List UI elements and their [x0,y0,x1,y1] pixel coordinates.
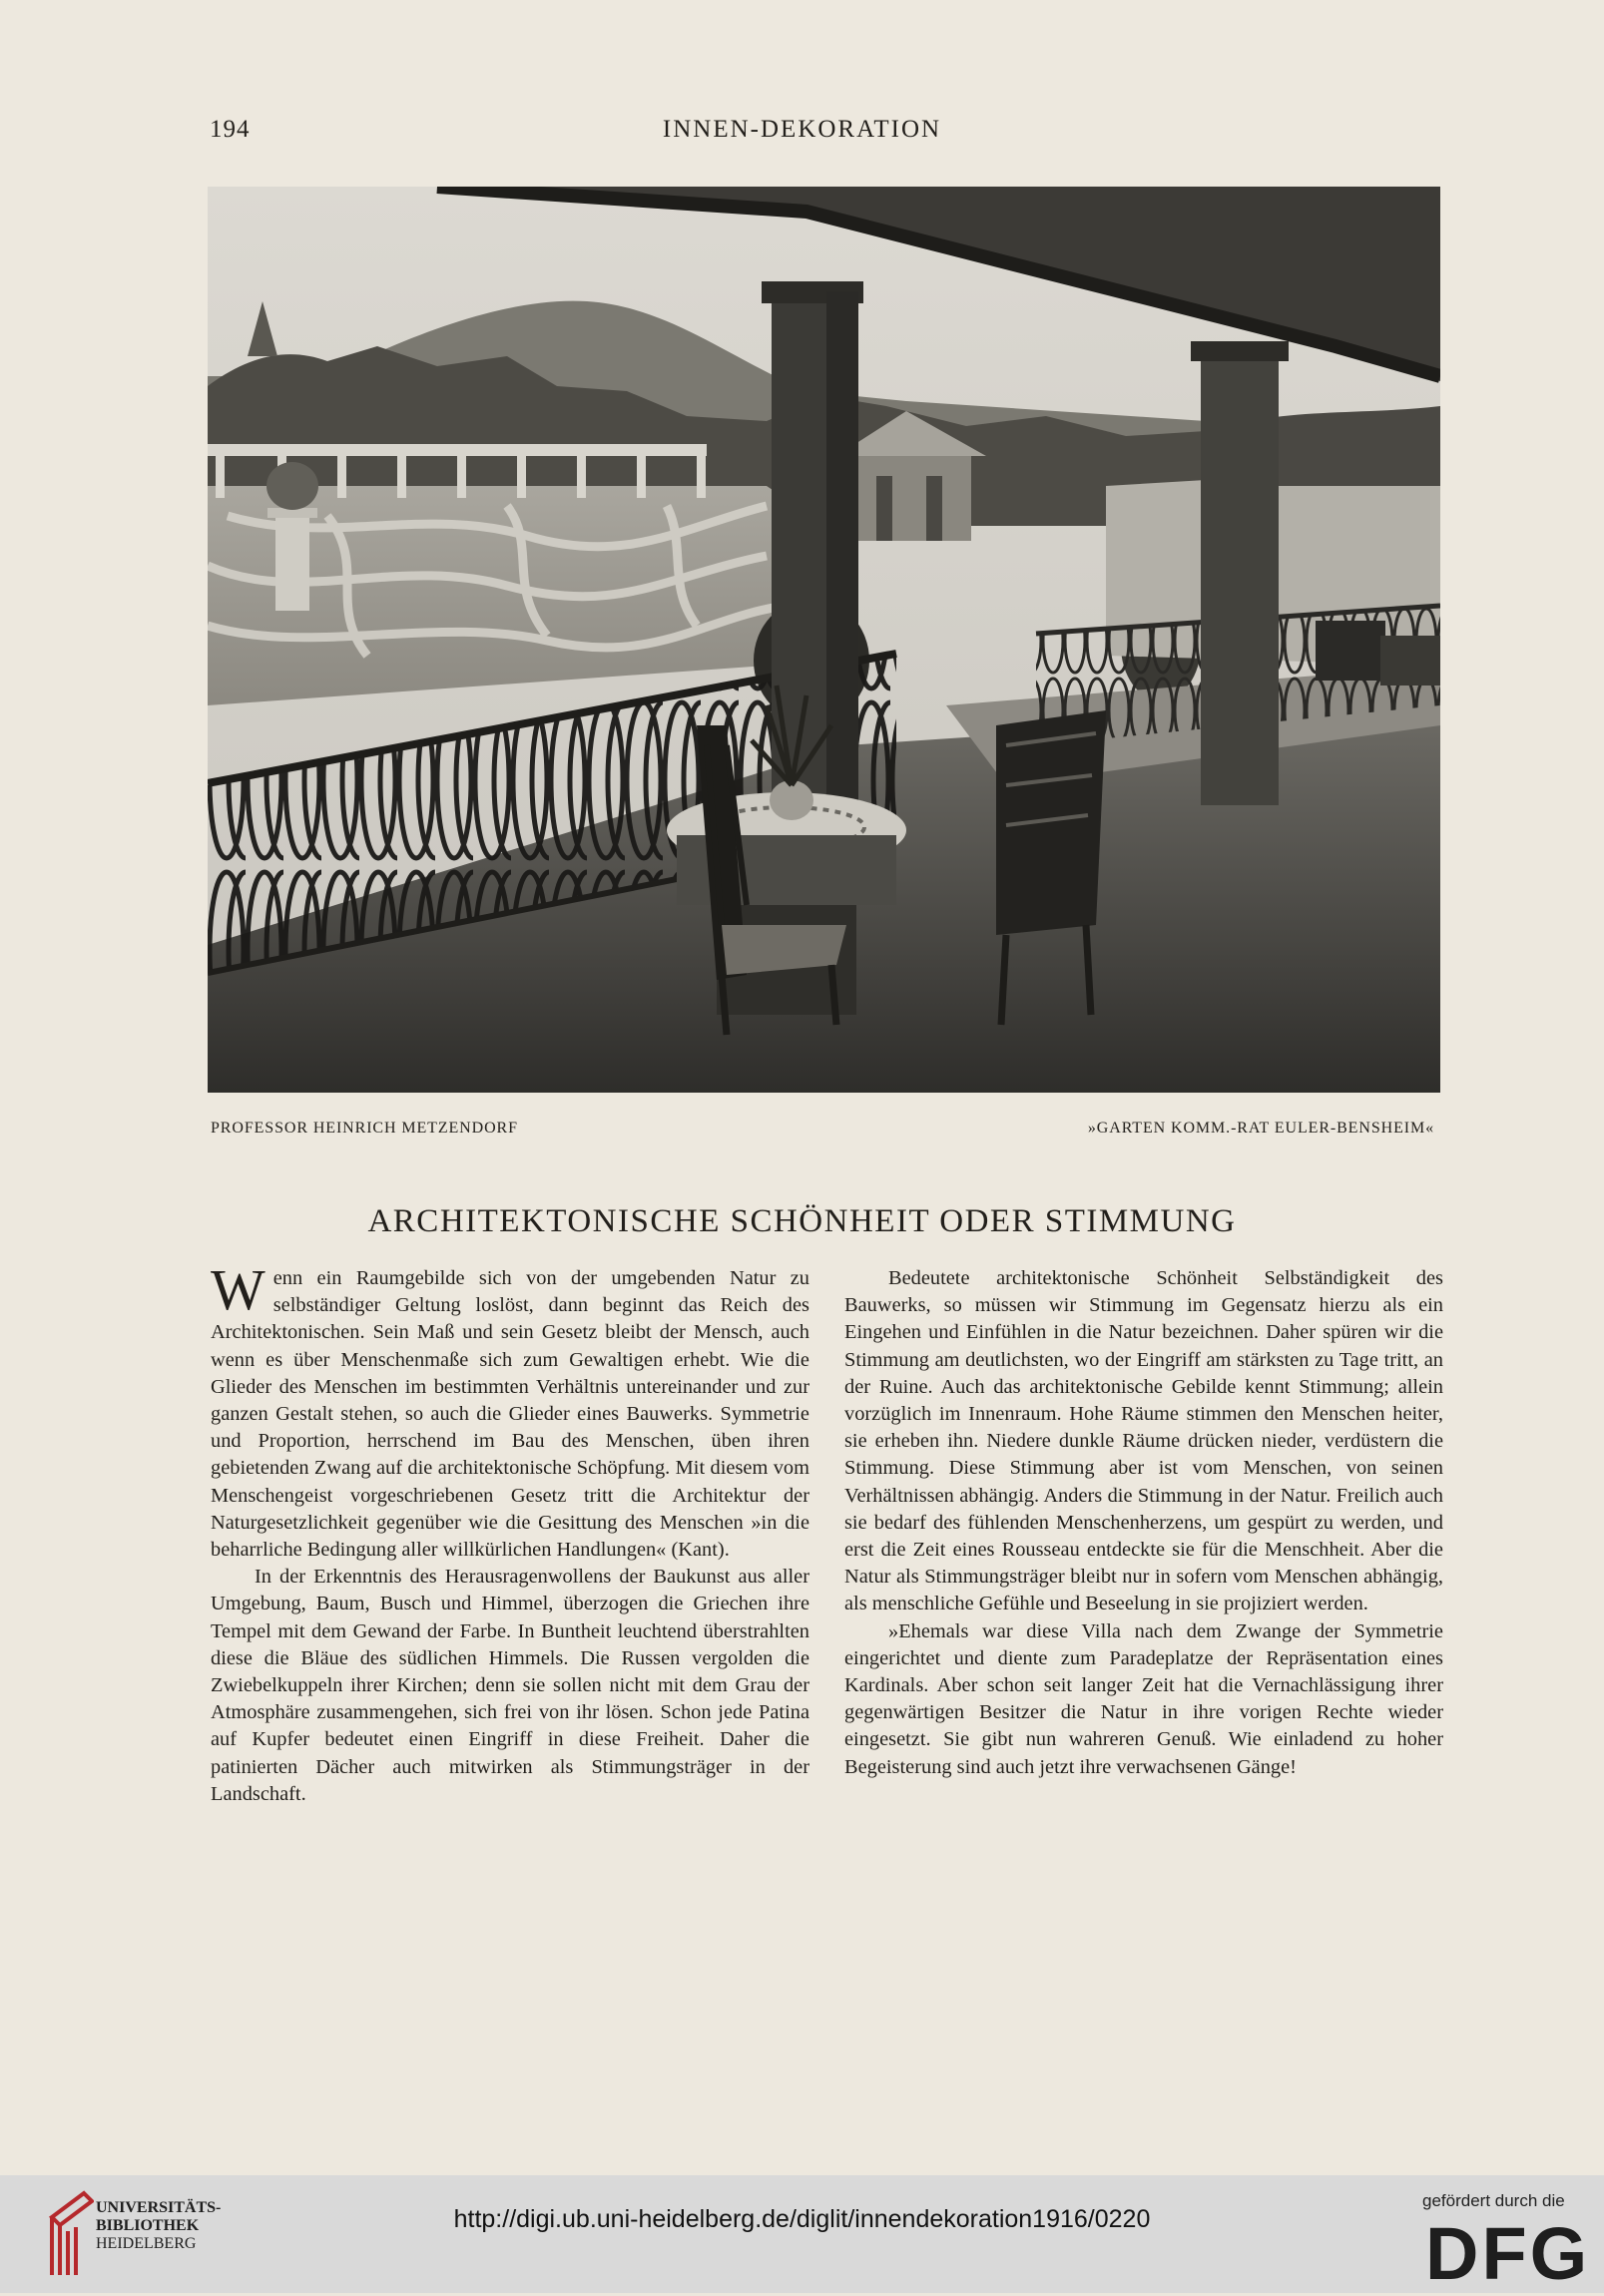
photo-title-caption: »GARTEN KOMM.-RAT EULER-BENSHEIM« [1087,1120,1434,1137]
library-name-line: UNIVERSITÄTS- [96,2199,222,2216]
paragraph: »Ehemals war diese Villa nach dem Zwange der Symmetrie eingerichtet und diente zum Paradeplatze der Repräsentation eines Kardinals. Aber schon seit langer Zeit hat die Vernachlässigung ihrer gegenwärtigen Besitzer die Natur in ihre vorigen Rechte wieder eingesetzt. Sie gibt nun wahreren Genuß. Wie einladend zu hoher Begeisterung sind auch jetzt ihre verwachsenen Gänge! [844,1619,1443,1778]
library-name-line: HEIDELBERG [96,2235,197,2252]
article-left-column [211,1257,809,1808]
article-right-column [844,1265,1443,1781]
page-number: 194 [210,116,251,143]
paragraph-text: enn ein Raumgebilde sich von der umgebenden Natur zu selbständiger Geltung loslöst, dann beginnt das Reich des Architektonischen. Sein Maß und sein Gesetz bleibt der Mensch, auch wenn es über Menschenmaße sich zum Gewaltigen erhebt. Wie die Glieder des Menschen im bestimmten Verhältnis untereinander und zur ganzen Gestalt stehen, so auch die Glieder eines Bauwerks. Symmetrie und Proportion, herrschend im Bau des Menschen, üben ihren gebietenden Zwang auf die architektonische Schöpfung. Mit diesem vom Menschengeist vorgeschriebenen Gesetz tritt die Architektur der Naturgesetzlichkeit gegenüber wie die Gesittung des Menschen »in die beharrliche Bedingung aller willkürlichen Handlungen« (Kant). [211,1267,809,1562]
article-title: ARCHITEKTONISCHE SCHÖNHEIT ODER STIMMUNG [367,1203,1237,1239]
paragraph [211,1257,809,1564]
paragraph: In der Erkenntnis des Herausragenwollens der Baukunst aus aller Umgebung, Baum, Busch und Himmel, überzogen die Griechen ihre Tempel mit dem Gewand der Farbe. In Buntheit leuchtend überstrahlten diese die Bläue des südlichen Himmels. Die Russen vergolden die Zwiebelkuppeln ihrer Kirchen; denn sie sollen nicht mit dem Grau der Atmosphäre zusammengehen, sich frei von ihr lösen. Schon jede Patina auf Kupfer bedeutet einen Eingriff in diese Freiheit. Daher die patinierten Dächer auch mitwirken als Stimmungsträger in der Landschaft. [211,1566,809,1805]
dfg-logo: DFG [1425,2212,1591,2295]
funded-by-label: gefördert durch die [1422,2191,1565,2210]
garden-terrace-photo [208,187,1440,1093]
paragraph: Bedeutete architektonische Schönheit Selbständigkeit des Bauwerks, so müssen wir Stimmung im Gegensatz hierzu als ein Eingehen und Einfühlen in die Natur bezeichnen. Daher spüren wir die Stimmung am deutlichsten, wo der Eingriff am stärksten zu Tage tritt, an der Ruine. Auch das architektonische Gebilde kennt Stimmung; allein vorzüglich im Innenraum. Hohe Räume stimmen den Menschen heiter, sie erheben ihn. Niedere dunkle Räume drücken nieder, verdüstern die Stimmung. Diese Stimmung aber ist vom Menschen, von seinen Verhältnissen abhängig. Anders die Stimmung in der Natur. Freilich auch sie bedarf des fühlenden Menschenherzens, um gespürt zu werden, und erst die Zeit eines Rousseau entdeckte sie für die Menschheit. Aber die Natur als Stimmungsträger bleibt nur in sofern vom Menschen abhängig, als menschliche Gefühle und Beseelung in sie projiziert werden. [844,1267,1443,1615]
library-name-line: BIBLIOTHEK [96,2217,200,2234]
running-title: INNEN-DEKORATION [662,116,942,143]
photo-credit-architect: PROFESSOR HEINRICH METZENDORF [211,1120,518,1137]
digital-library-link[interactable]: http://digi.ub.uni-heidelberg.de/diglit/innendekoration1916/0220 [453,2205,1151,2233]
drop-cap: W [211,1257,266,1322]
digitization-footer-bar [0,2175,1604,2293]
